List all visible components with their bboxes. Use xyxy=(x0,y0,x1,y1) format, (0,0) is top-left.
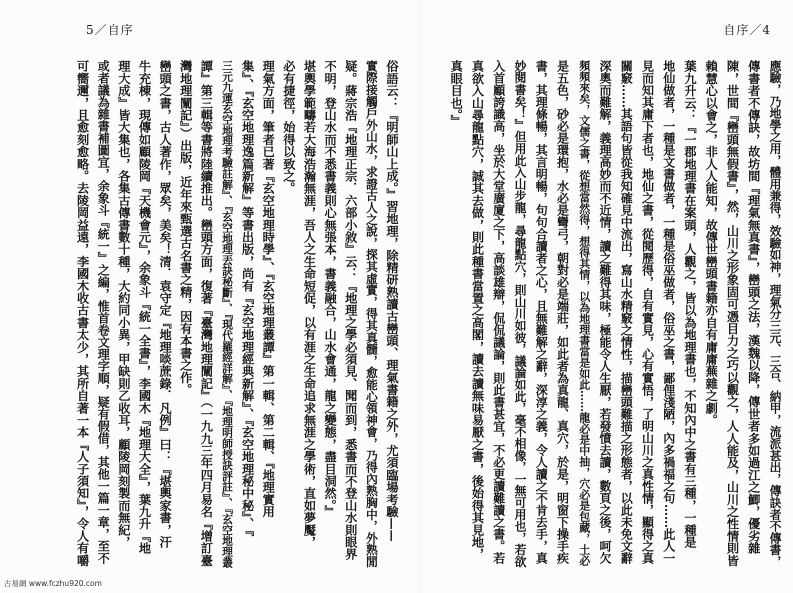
left-page-column: 三元九運玄空地理考驗註解』、『玄空地理丟訣秘斷』、『現代羅經詳解』、『地理明師授訣評註』、『玄空地理叢 xyxy=(221,60,234,568)
left-page-column: 灣地理闡記』）出版，近年來甄選古名書之精，因有本書之作。 xyxy=(178,60,193,396)
right-page-header: 自序／4 xyxy=(723,23,771,37)
left-page-column: 理大成』皆大集也，各集古傳書數十種，大約同小異，甲缺則乙收耳，顧陵岡刻製而無紀， xyxy=(116,60,131,548)
site-watermark: 古易網 www.fczhu920.com xyxy=(4,579,102,588)
left-page-text xyxy=(72,60,402,570)
right-page-column: 真欲入山尋龍點穴，誠其去做，則此種書當置之高閣，讀去讀無味易厭之書，後始得其見地， xyxy=(470,60,485,561)
right-page-column: 真眼目也。』 xyxy=(449,60,464,128)
left-page-column: 必有捷徑，始得以致之。 xyxy=(281,60,296,195)
left-page-column: 牛充棟，現傳如顧陵岡『天機會元』，余象斗『統一全書』，李國木『地理大全』，葉九升『地 xyxy=(137,60,152,555)
right-page-column: 葉九升云：『一郡地理書在案頭，人觀之，皆以為地理書也，不知內中之書有三種，一種是 xyxy=(683,60,697,548)
right-page-column: 深奧而難解，義理高妙而不近情，讀之難得其味，極能令人生厭，若發憤去讀，數頁之後，呵欠 xyxy=(598,60,612,564)
right-page-text xyxy=(445,60,785,570)
left-page-column: 疑。蔣宗浩『地理正宗．六部小敘』云：『地理之學必須見、聞而到，悉書而不登山水則眼界 xyxy=(343,60,358,561)
left-page-header: 5／自序 xyxy=(86,23,134,37)
right-page-column: 妙閱書矣！』但用此入山步龍，尋龍點穴，則山川如彼，議論如此，毫不相像，一無可用也，若欲 xyxy=(513,60,527,568)
right-page-column: 見而知其庸下者也，地仙之書，從閱歷得，自有實見，心有實悟，了明山川之真性情，顯得之真 xyxy=(640,60,655,564)
right-page-column: 關竅……其語句皆從我知確見中流出，寫山水精竅之情性，描巒頭難描之形態者，以此未免文辭 xyxy=(619,60,634,564)
right-page-column: 傳書者不傳訣，故坊間『理氣無真書』，巒頭之法，漢魏以降，傳世者多如過江之鯽，優劣雜 xyxy=(746,60,761,555)
left-page-column: 或者議為雜書補圖宜，余象斗『統一』之編，惟首卷文理字順，疑有假借，其他一篇一章，至不 xyxy=(96,60,111,564)
right-page-column: 應驗，乃地學之用，體用兼得，效驗如神，理氣分三元、三合、納甲，流派甚出，傳訣者不傳書， xyxy=(768,60,782,568)
right-page-column: 是五色，砂必是環抱，水必是彎弓，朝對必是端莊，如此者為真龍、真穴，於是，明窗下操手疾 xyxy=(555,60,570,564)
left-page-column: 集』、『玄空地理逸篇新解』等書出版，尚有『玄空地理經典新解』、『玄空地理秘中秘』、『 xyxy=(240,60,255,536)
page-gutter xyxy=(420,0,421,593)
left-page-column: 堪輿學範疇若大海浩瀚無涯，吾人之生命短促，以有涯之生命追求無涯之學術，直如夢魘， xyxy=(302,60,317,548)
left-page-column: 不明，登山水而不悉書義則心無張本，書義融合，山水會通，龍之變態，盡目洞然。』 xyxy=(323,60,338,518)
right-page-column: 入首顧誇識高，坐於大堂廣廈之下，高談雄辯，侃侃議論，則此書甚宜，不必更讀難讀之書。若 xyxy=(491,60,506,564)
right-page-column: 陳，世間『巒頭無假書』，然，山川之形象固可憑目力之巧以觀之，人人能及，山川之性情則皆 xyxy=(725,60,740,567)
left-page-column: 巒頭之書，古人著作，眾矣，美矣！清．袁守定『地理啖蔗錄．凡例』曰：『堪輿家書，汗 xyxy=(158,60,173,548)
left-page-column: 譚』第三輯等書將陸續推出。巒頭方面，復著『臺灣地理闡記』（一九九三年四月易名『增訂臺 xyxy=(199,60,214,567)
left-page-column: 實際接觸戶外山水，求證古人之說，探其虛實，得其真髓，愈能心領神會，乃得內熟胸中，外熟閒 xyxy=(364,60,379,568)
right-page-column: 書，其理條暢，其言明暢，句句合讀者之心，且無難解之辭，深淳之義，令人讀之不肯去手，真 xyxy=(534,60,549,564)
right-page-column: 賴慧心以會之，非人人能知，故傳世巒頭書籍亦自有庸庸蕪雜之劇。 xyxy=(704,60,719,426)
left-page-column: 可嚮邇，且愈刻愈略。去陵岡益遠，李國木收古書太少，其所自著一本『人子須知』，令人有嚼 xyxy=(75,60,90,567)
right-page-column: 地仙做者，一種是文書做者，一種是俗巫做者，俗巫之書，鄙俚淺陋，內多禍福之句……此人一 xyxy=(661,60,676,564)
right-page-column: 頻頻來矣，文儒之書，從想當然得，想得其情，以為地理書當是如此……龍必是中抽，穴必是包藏，土必 xyxy=(577,60,591,566)
left-page-column: 俗語云：『明師山上成。』習地理，除精研熟讀古巒頭、理氣書籍之外，尤須臨場考驗—— xyxy=(385,60,399,542)
left-page-column: 理氣方面，筆者已著『玄空地理時學』、『玄空地理叢譚』第一輯、第二輯、『地理實用 xyxy=(261,60,276,518)
